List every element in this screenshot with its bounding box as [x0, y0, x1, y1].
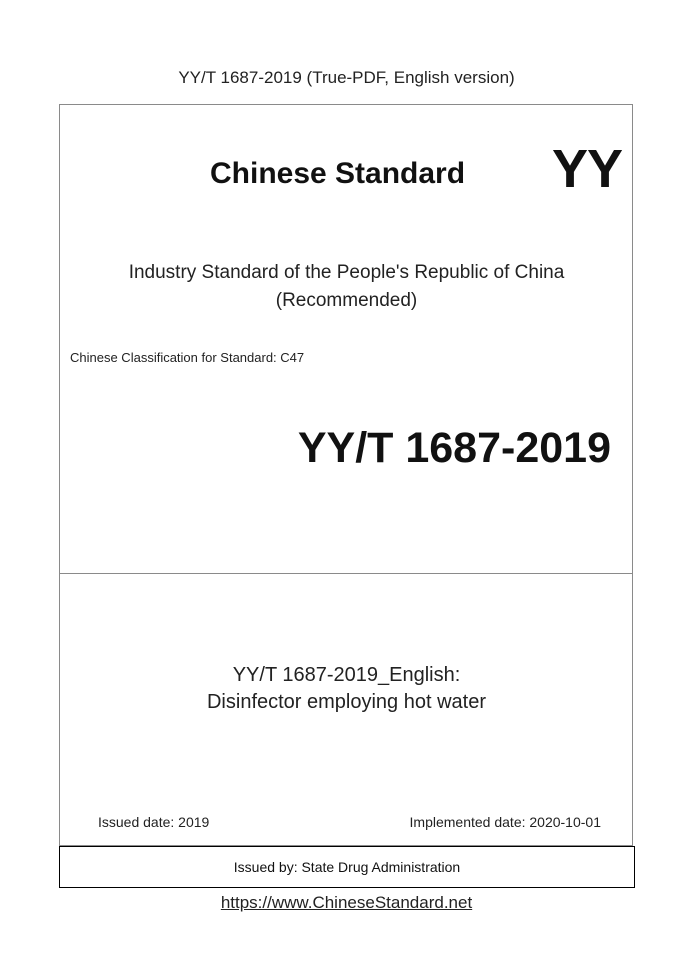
issued-by-text: Issued by: State Drug Administration [233, 859, 461, 875]
cover-heading: Chinese Standard [210, 157, 466, 190]
doc-title-line-1: YY/T 1687-2019_English: [232, 664, 461, 686]
standard-number: YY/T 1687-2019 [297, 424, 611, 472]
issued-by-box [59, 846, 635, 888]
doc-title-line-2: Disinfector employing hot water [206, 691, 486, 713]
standard-mark: YY [552, 139, 623, 199]
industry-line-1: Industry Standard of the People's Republic of China [128, 262, 565, 283]
classification-text: Chinese Classification for Standard: C47 [70, 350, 305, 365]
industry-standard-text [0, 259, 693, 315]
website-link[interactable]: https://www.ChineseStandard.net [220, 893, 473, 912]
implemented-date: Implemented date: 2020-10-01 [409, 814, 601, 830]
document-header: YY/T 1687-2019 (True-PDF, English version) [178, 68, 515, 87]
document-title [0, 662, 693, 716]
industry-line-2: (Recommended) [275, 290, 418, 311]
issued-date: Issued date: 2019 [98, 814, 210, 830]
